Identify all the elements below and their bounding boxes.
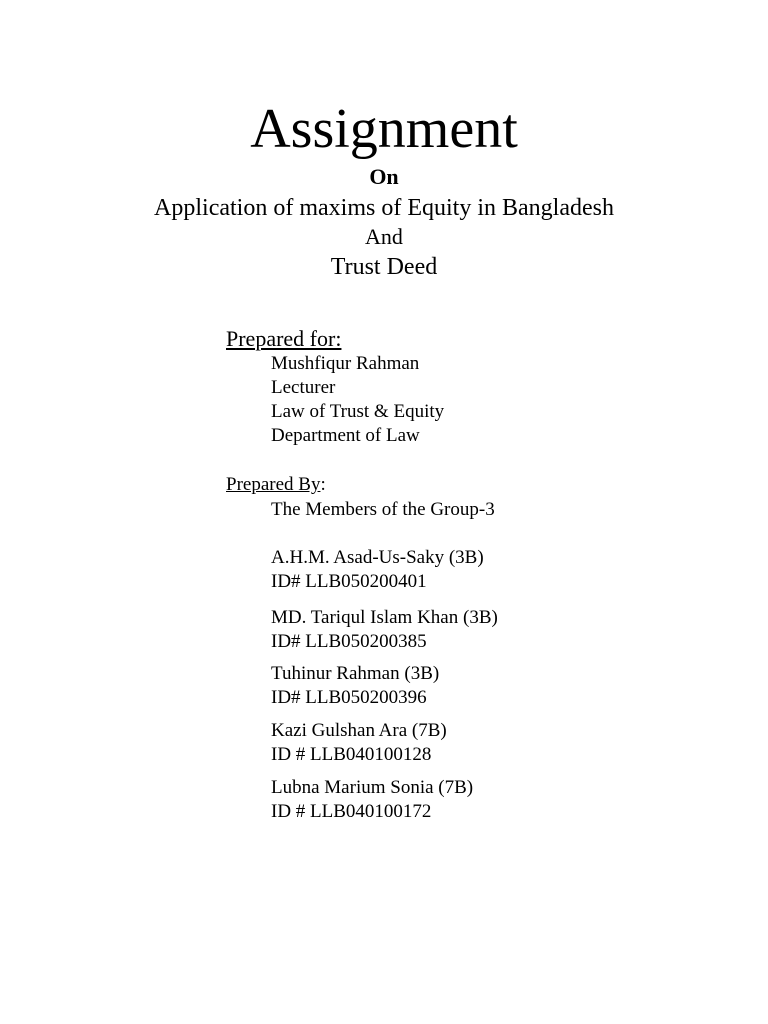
member-id: ID # LLB040100128 [271,744,432,765]
prepared-for-heading: Prepared for: [226,326,342,351]
member-name: Lubna Marium Sonia (7B) [271,777,474,798]
member-name: MD. Tariqul Islam Khan (3B) [271,607,498,628]
member-id: ID# LLB050200401 [271,571,427,592]
member-name: Kazi Gulshan Ara (7B) [271,720,447,741]
member-id: ID# LLB050200396 [271,687,427,708]
prepared-by-colon: : [320,474,326,495]
subject-line-1: Application of maxims of Equity in Bangladesh [154,195,614,221]
prepared-by-heading [226,473,326,497]
member-id: ID # LLB040100172 [271,801,432,822]
subject-line-2: Trust Deed [330,254,438,280]
member-name: A.H.M. Asad-Us-Saky (3B) [271,547,484,568]
prepared-for-course: Law of Trust & Equity [271,401,445,422]
group-label: The Members of the Group-3 [271,499,495,520]
and-label: And [365,224,403,249]
member-name: Tuhinur Rahman (3B) [271,663,440,684]
prepared-for-designation: Lecturer [271,377,336,398]
prepared-for-name: Mushfiqur Rahman [271,353,420,374]
document-title: Assignment [250,98,518,160]
prepared-by-label: Prepared By [226,474,321,495]
on-label: On [369,164,399,189]
prepared-for-department: Department of Law [271,425,420,446]
member-id: ID# LLB050200385 [271,631,427,652]
